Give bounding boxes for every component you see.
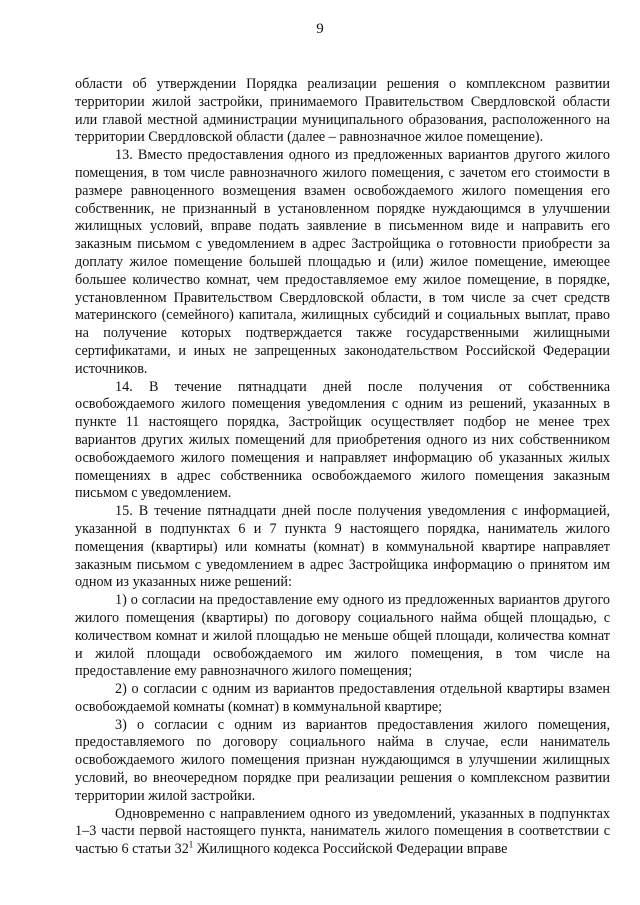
superscript-article-number: 1 bbox=[188, 839, 194, 850]
paragraph-text-start: Одновременно с направлением одного из уведомлений, указанных в подпунктах 1–3 части первой настоящего пункта, наниматель жилого помещения в соответствии с частью 6 статьи 32 bbox=[75, 805, 610, 858]
document-body bbox=[75, 76, 610, 859]
paragraph-text-end: Жилищного кодекса Российской Федерации вправе bbox=[193, 841, 508, 858]
paragraph-14: 14. В течение пятнадцати дней после получения от собственника освобождаемого жилого помещения уведомления с одним из решений, указанных в пункте 11 настоящего порядка, Застройщик осуществляет подбор не менее трех вариантов других жилых помещений для приобретения одного из них собственником освобождаемого жилого помещения и направляет информацию об указанных жилых помещениях в адрес собственника освобождаемого жилого помещения заказным письмом с уведомлением. bbox=[75, 378, 610, 502]
paragraph-13: 13. Вместо предоставления одного из предложенных вариантов другого жилого помещения, в том числе равнозначного жилого помещения, с зачетом его стоимости в размере равноценного возмещения взамен освобождаемого жилого помещения его собственник, не признанный в установленном порядке нуждающимся в улучшении жилищных условий, вправе подать заявление в письменном виде и направить его заказным письмом с уведомлением в адрес Застройщика о готовности приобрести за доплату жилое помещение большей площадью и (или) жилое помещение, имеющее большее количество комнат, чем предоставляемое ему жилое помещение, в порядке, установленном Правительством Свердловской области, в том числе за счет средств материнского (семейного) капитала, жилищных субсидий и социальных выплат, право на получение которых подтверждается также государственными жилищными сертификатами, и иных не запрещенных законодательством Российской Федерации источников. bbox=[75, 147, 610, 377]
paragraph-15: 15. В течение пятнадцати дней после получения уведомления с информацией, указанной в подпунктах 6 и 7 пункта 9 настоящего порядка, наниматель жилого помещения (квартиры) или комнаты (комнат) в коммунальной квартире направляет заказным письмом с уведомлением в адрес Застройщика информацию о принятом им одном из указанных ниже решений: bbox=[75, 503, 610, 591]
paragraph-15-item-1: 1) о согласии на предоставление ему одного из предложенных вариантов другого жилого помещения (квартиры) по договору социального найма общей площадью, с количеством комнат и жилой площадью не меньше общей площади, количества комнат и жилой площади освобождаемого им жилого помещения, в том числе на предоставление ему равнозначного жилого помещения; bbox=[75, 592, 610, 680]
paragraph-15-item-3: 3) о согласии с одним из вариантов предоставления жилого помещения, предоставляемого по договору социального найма в случае, если наниматель освобождаемого жилого помещения признан нуждающимся в улучшении жилищных условий, во внеочередном порядке при реализации решения о комплексном развитии территории жилой застройки. bbox=[75, 716, 610, 804]
paragraph-15-item-2: 2) о согласии с одним из вариантов предоставления отдельной квартиры взамен освобождаемой комнаты (комнат) в коммунальной квартире; bbox=[75, 681, 610, 715]
paragraph-continuation: области об утверждении Порядка реализации решения о комплексном развитии территории жилой застройки, принимаемого Правительством Свердловской области или главой местной администрации муниципального образования, расположенного на территории Свердловской области (далее – равнозначное жилое помещение). bbox=[75, 76, 610, 146]
paragraph-simultaneously bbox=[75, 806, 610, 859]
page-number: 9 bbox=[316, 21, 324, 37]
